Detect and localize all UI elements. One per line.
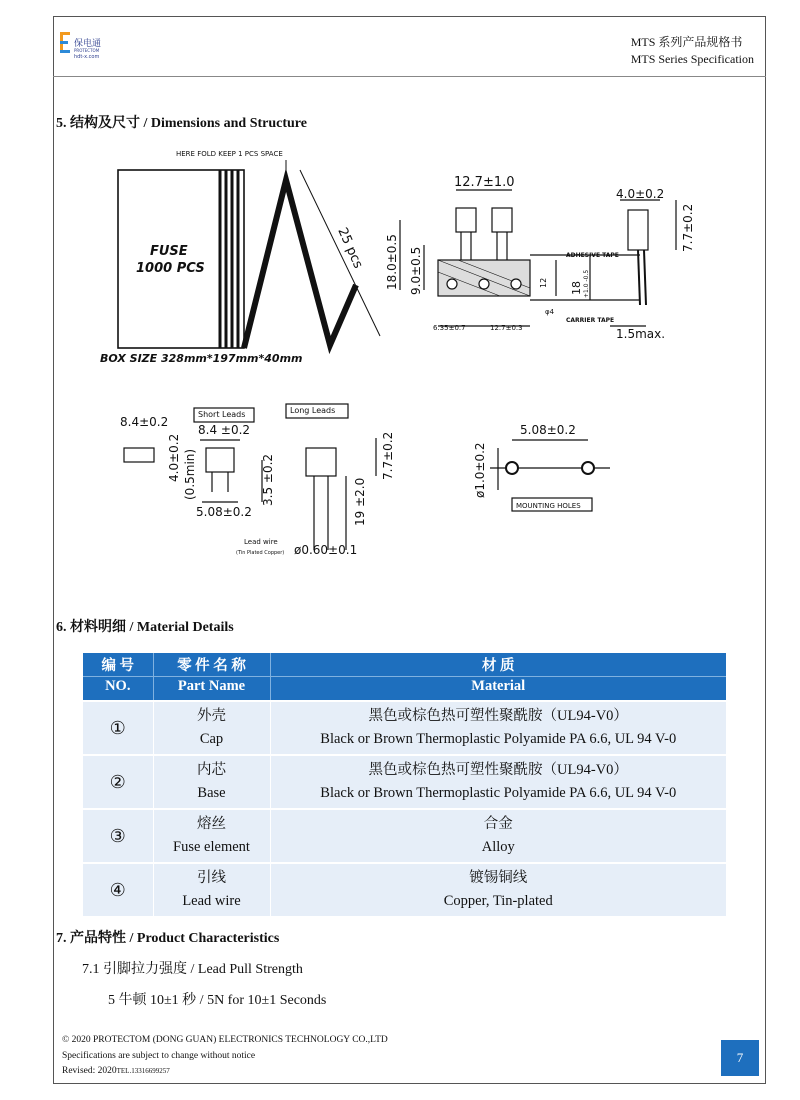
mat-en: Alloy (481, 839, 515, 855)
long-leads: Long Leads (290, 406, 336, 415)
row-no: ② (83, 755, 153, 809)
tel-text: TEL.13316699257 (116, 1067, 170, 1075)
page-number: 7 (721, 1040, 759, 1076)
mat-en: Copper, Tin-plated (443, 893, 553, 909)
fold-note: HERE FOLD KEEP 1 PCS SPACE (176, 150, 283, 158)
part-cn: 内芯 (197, 762, 226, 778)
section7-title: 7. 产品特性 / Product Characteristics (56, 931, 280, 946)
tape-drawing (400, 190, 676, 326)
header-mat-en: Material (270, 677, 726, 702)
part-en: Cap (199, 731, 224, 747)
row-material (270, 755, 726, 809)
dim-508: 5.08±0.2 (196, 505, 252, 519)
dim-77: 7.7±0.2 (381, 431, 395, 480)
header-part-cn: 零 件 名 称 (153, 653, 270, 677)
tape-w12: 12 (539, 277, 548, 288)
side-40: 4.0±0.2 (616, 187, 665, 201)
item-7-1: 7.1 引脚拉力强度 / Lead Pull Strength (82, 962, 303, 977)
revised-text: Revised: 2020 (62, 1066, 117, 1076)
dim-35: 3.5 ±0.2 (261, 453, 275, 506)
dim-40: 4.0±0.2 (167, 433, 181, 482)
row-no: ① (83, 701, 153, 755)
box-size: BOX SIZE 328mm*197mm*40mm (100, 352, 303, 365)
tape-18-tol: +1.0 -0.5 (583, 269, 590, 298)
row-material (270, 701, 726, 755)
logo-mark-icon (58, 28, 74, 64)
row-no: ③ (83, 809, 153, 863)
section5-title: 5. 结构及尺寸 / Dimensions and Structure (56, 116, 307, 131)
material-table (83, 653, 726, 916)
mat-en: Black or Brown Thermoplastic Polyamide PA 6.6, UL 94 V-0 (320, 785, 677, 801)
header-title-block (631, 34, 754, 68)
part-cn: 熔丝 (197, 816, 226, 832)
tape-635: 6.35±0.7 (433, 324, 466, 332)
side-77: 7.7±0.2 (681, 203, 695, 252)
mat-cn: 合金 (483, 816, 513, 832)
footer-revised (62, 1066, 170, 1076)
row-part (153, 755, 270, 809)
tape-h2: 9.0±0.5 (409, 246, 423, 295)
row-material (270, 809, 726, 863)
header-no-en: NO. (83, 677, 153, 702)
box-label-2: 1000 PCS (136, 261, 205, 276)
row-material (270, 863, 726, 916)
row-part (153, 809, 270, 863)
table-row (83, 809, 726, 863)
part-en: Lead wire (182, 893, 241, 909)
mat-cn: 黑色或棕色热可塑性聚酰胺（UL94-V0） (368, 708, 628, 724)
table-row (83, 701, 726, 755)
part-en: Fuse element (173, 839, 250, 855)
side-15: 1.5max. (616, 327, 666, 341)
section6-title: 6. 材料明细 / Material Details (56, 620, 234, 635)
dim-060: ø0.60±0.1 (294, 543, 358, 557)
part-cn: 引线 (197, 870, 226, 886)
logo-sub: PROTECTOM (74, 48, 100, 53)
header-mat-cn: 材 质 (270, 653, 726, 677)
carrier-label: CARRIER TAPE (566, 317, 615, 324)
header-part-en: Part Name (153, 677, 270, 702)
mounting-holes-label: MOUNTING HOLES (516, 502, 581, 510)
part-en: Base (197, 785, 226, 801)
tape-127: 12.7±0.3 (490, 324, 523, 332)
item-7-1-value: 5 牛顿 10±1 秒 / 5N for 10±1 Seconds (108, 993, 327, 1008)
header-no-cn: 编 号 (83, 653, 153, 677)
dimensions-drawing (0, 140, 800, 620)
tape-18: 18 (570, 281, 583, 295)
short-leads: Short Leads (198, 410, 246, 419)
dim-84b: 8.4 ±0.2 (198, 423, 251, 437)
fuse-box-figure (118, 170, 244, 348)
mounting-holes-figure (490, 440, 610, 511)
row-part (153, 863, 270, 916)
company-logo (58, 28, 108, 68)
fold-zigzag (244, 180, 356, 348)
dim-84a: 8.4±0.2 (120, 415, 169, 429)
pcs-label: 25 pcs (334, 225, 366, 271)
lead-wire-label: Lead wire (244, 538, 278, 546)
dim-05min: (0.5min) (183, 448, 197, 500)
part-cn: 外壳 (197, 708, 226, 724)
row-no: ④ (83, 863, 153, 916)
table-row (83, 755, 726, 809)
footer-notice: Specifications are subject to change without notice (62, 1051, 256, 1061)
tape-phi4: φ4 (545, 308, 555, 316)
mat-cn: 黑色或棕色热可塑性聚酰胺（UL94-V0） (368, 762, 628, 778)
row-part (153, 701, 270, 755)
tape-h1: 18.0±0.5 (385, 234, 399, 290)
logo-url: hdt-x.com (74, 54, 100, 60)
header-divider (53, 76, 766, 77)
header-title-cn: MTS 系列产品规格书 (630, 35, 743, 49)
adhesive-label: ADHESIVE TAPE (566, 252, 619, 259)
mat-cn: 镀锡铜线 (469, 870, 528, 886)
mh-508: 5.08±0.2 (520, 423, 576, 437)
logo-brand: 保电通 (74, 39, 102, 49)
mh-phi: ø1.0±0.2 (473, 442, 487, 498)
tin-plated-label: (Tin Plated Copper) (236, 550, 285, 556)
tape-pitch: 12.7±1.0 (454, 175, 515, 190)
table-row (83, 863, 726, 916)
footer-copyright: © 2020 PROTECTOM (DONG GUAN) ELECTRONICS TECHNOLOGY CO.,LTD (62, 1035, 388, 1045)
box-label-1: FUSE (150, 244, 188, 259)
header-title-en: MTS Series Specification (630, 52, 754, 66)
mat-en: Black or Brown Thermoplastic Polyamide PA 6.6, UL 94 V-0 (320, 731, 677, 747)
dim-19: 19 ±2.0 (353, 477, 367, 526)
